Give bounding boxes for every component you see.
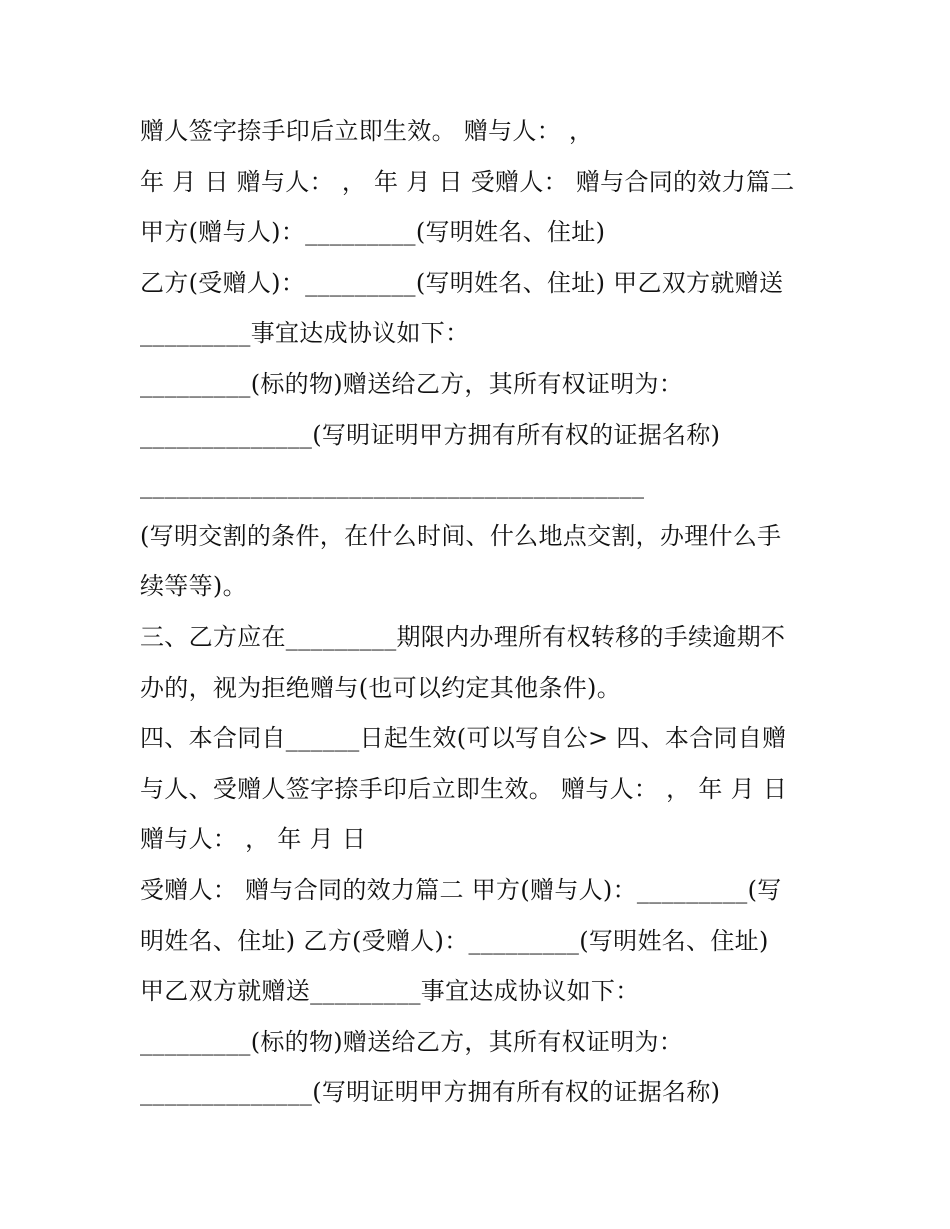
text-line: 甲方(赠与人)：_________(写明姓名、住址) (140, 218, 606, 247)
text-line: 续等等)。 (140, 572, 247, 601)
document-body (140, 106, 820, 1118)
text-line: _________________________________________ (140, 471, 645, 500)
text-line: 赠与人： ， 年 月 日 (140, 825, 367, 854)
text-line: 三、乙方应在_________期限内办理所有权转移的手续逾期不 (140, 622, 786, 651)
text-line: _________事宜达成协议如下： (140, 319, 470, 348)
text-line: 甲乙双方就赠送_________事宜达成协议如下： (140, 977, 640, 1006)
text-line: ______________(写明证明甲方拥有所有权的证据名称) (140, 420, 721, 449)
text-line: 年 月 日 赠与人： ， 年 月 日 受赠人： 赠与合同的效力篇二 (140, 167, 795, 196)
text-line: ______________(写明证明甲方拥有所有权的证据名称) (140, 1078, 721, 1107)
text-line: _________(标的物)赠送给乙方，其所有权证明为： (140, 1027, 684, 1056)
text-line: _________(标的物)赠送给乙方，其所有权证明为： (140, 369, 684, 398)
text-line: (写明交割的条件，在什么时间、什么地点交割，办理什么手 (140, 521, 782, 550)
text-line: 四、本合同自______日起生效(可以写自公> 四、本合同自赠 (140, 724, 787, 753)
text-line: 与人、受赠人签字捺手印后立即生效。 赠与人： ， 年 月 日 (140, 774, 788, 803)
text-line: 赠人签字捺手印后立即生效。 赠与人： ， (140, 117, 594, 145)
text-line: 乙方(受赠人)：_________(写明姓名、住址) 甲乙双方就赠送 (140, 268, 784, 297)
text-line: 办的，视为拒绝赠与(也可以约定其他条件)。 (140, 673, 622, 702)
text-line: 明姓名、住址) 乙方(受赠人)：_________(写明姓名、住址) (140, 926, 769, 955)
text-line: 受赠人： 赠与合同的效力篇二 甲方(赠与人)：_________(写 (140, 875, 782, 904)
